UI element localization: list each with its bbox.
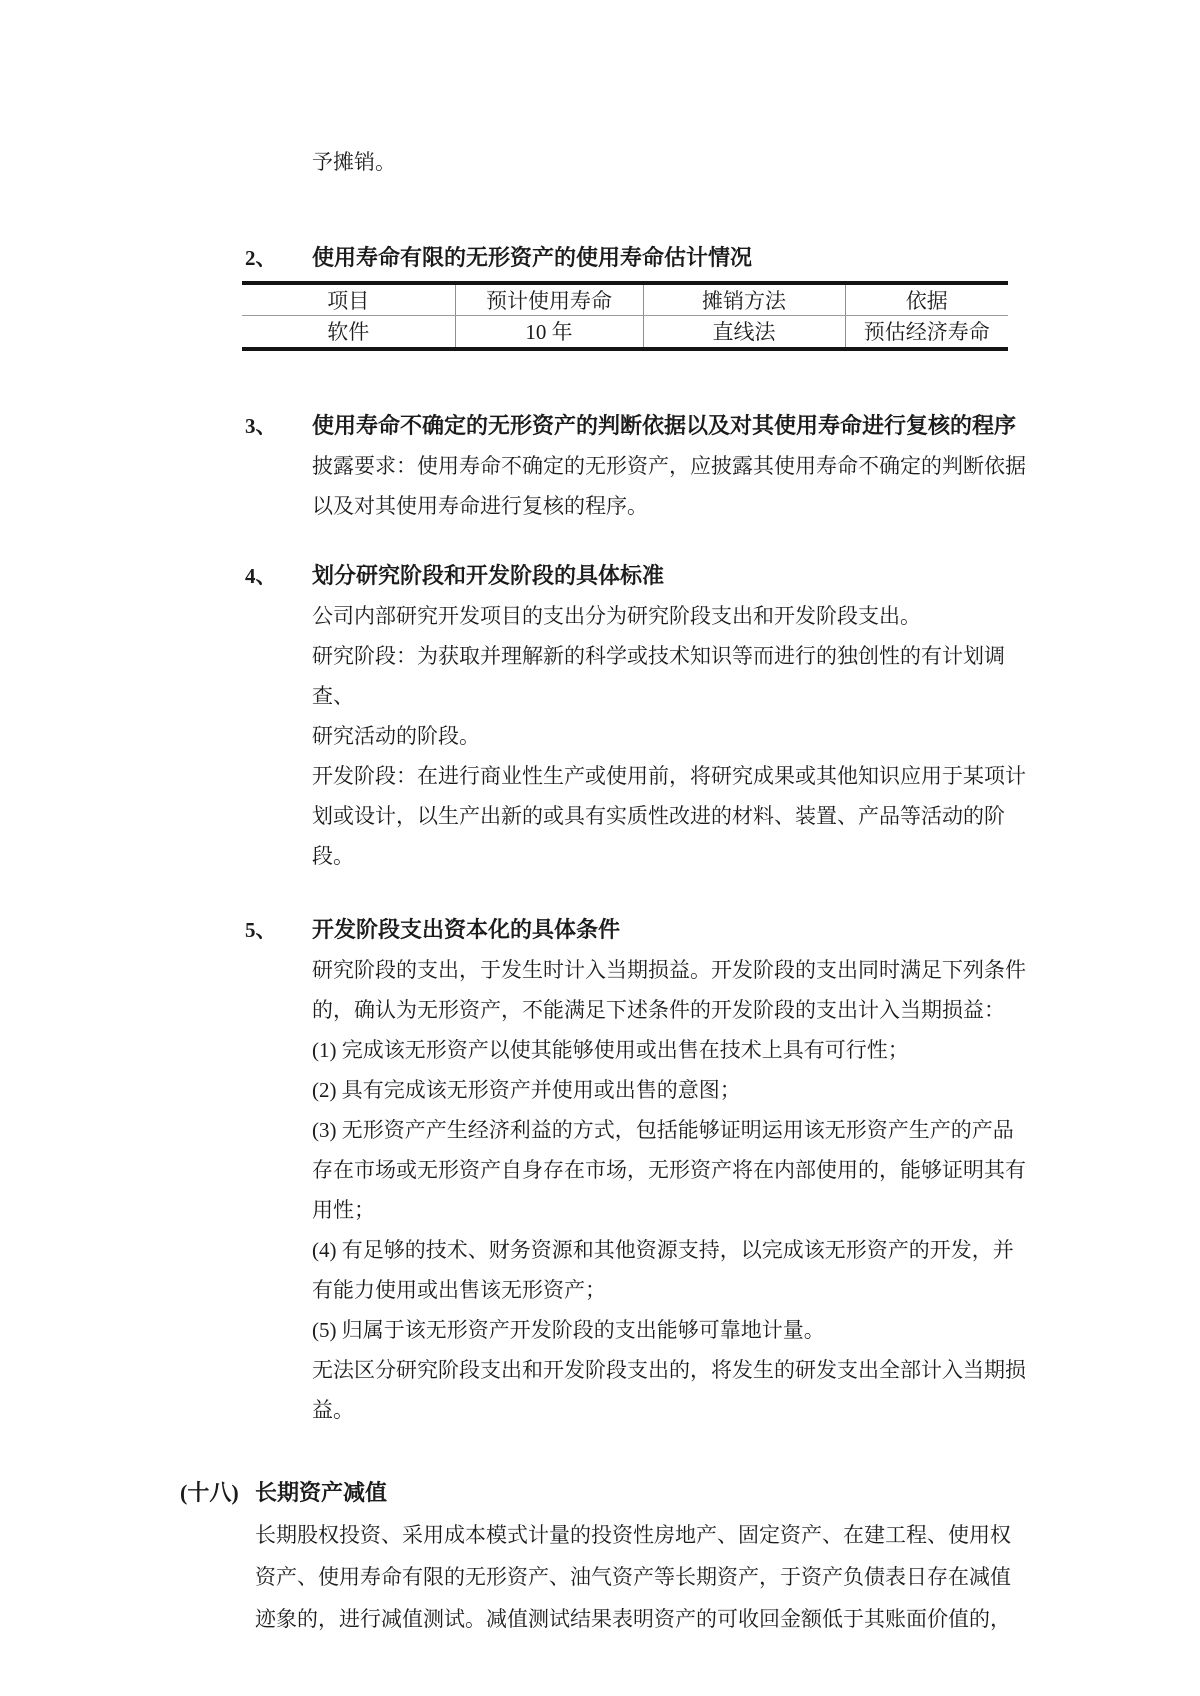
condition-item-3: (3) 无形资产产生经济利益的方式，包括能够证明运用该无形资产生产的产品 存在市场或无形资产自身存在市场，无形资产将在内部使用的，能够证明其有 用性； bbox=[312, 1117, 1026, 1222]
subsection-18-title: 长期资产减值 bbox=[255, 1479, 388, 1505]
table-header-basis: 依据 bbox=[845, 283, 1008, 316]
table-header-item: 项目 bbox=[242, 283, 455, 316]
paragraph: 公司内部研究开发项目的支出分为研究阶段支出和开发阶段支出。 bbox=[312, 603, 921, 628]
condition-item-1: (1) 完成该无形资产以使其能够使用或出售在技术上具有可行性； bbox=[312, 1037, 909, 1062]
section-3-number: 3、 bbox=[245, 413, 277, 438]
section-2-number: 2、 bbox=[245, 246, 277, 270]
table-cell-expected-life: 10 年 bbox=[455, 316, 643, 349]
section-4 bbox=[245, 556, 1026, 876]
section-2-title: 使用寿命有限的无形资产的使用寿命估计情况 bbox=[312, 245, 753, 270]
paragraph: 开发阶段：在进行商业性生产或使用前，将研究成果或其他知识应用于某项计 划或设计，以生产出新的或具有实质性改进的材料、装置、产品等活动的阶段。 bbox=[312, 763, 1026, 868]
section-2 bbox=[245, 238, 1026, 351]
useful-life-estimate-table bbox=[242, 281, 1008, 351]
condition-item-4: (4) 有足够的技术、财务资源和其他资源支持，以完成该无形资产的开发，并 有能力使用或出售该无形资产； bbox=[312, 1237, 1014, 1302]
table-cell-amortization-method: 直线法 bbox=[643, 316, 845, 349]
paragraph: 长期股权投资、采用成本模式计量的投资性房地产、固定资产、在建工程、使用权 资产、使用寿命有限的无形资产、油气资产等长期资产，于资产负债表日存在减值 迹象的，进行减值测试。减值测试结果表明资产的可收回金额低于其账面价值的， bbox=[255, 1522, 1011, 1631]
subsection-18-number: (十八) bbox=[180, 1479, 239, 1505]
leading-paragraph: 予摊销。 bbox=[312, 150, 396, 174]
paragraph: 无法区分研究阶段支出和开发阶段支出的，将发生的研发支出全部计入当期损 益。 bbox=[312, 1357, 1026, 1422]
table-cell-basis: 预估经济寿命 bbox=[845, 316, 1008, 349]
paragraph: 研究阶段：为获取并理解新的科学或技术知识等而进行的独创性的有计划调查、 研究活动的阶段。 bbox=[312, 643, 1005, 748]
section-3 bbox=[245, 406, 1026, 526]
paragraph: 研究阶段的支出，于发生时计入当期损益。开发阶段的支出同时满足下列条件 的，确认为无形资产，不能满足下述条件的开发阶段的支出计入当期损益： bbox=[312, 957, 1026, 1022]
section-5 bbox=[245, 910, 1026, 1430]
table-cell-item: 软件 bbox=[327, 320, 370, 345]
section-5-title: 开发阶段支出资本化的具体条件 bbox=[312, 916, 621, 942]
subsection-18 bbox=[180, 1472, 1022, 1640]
section-3-title: 使用寿命不确定的无形资产的判断依据以及对其使用寿命进行复核的程序 bbox=[312, 412, 1017, 438]
section-4-title: 划分研究阶段和开发阶段的具体标准 bbox=[312, 562, 665, 588]
section-5-number: 5、 bbox=[245, 917, 277, 942]
section-4-number: 4、 bbox=[245, 563, 277, 588]
table-header-expected-life: 预计使用寿命 bbox=[455, 283, 643, 316]
condition-item-2: (2) 具有完成该无形资产并使用或出售的意图； bbox=[312, 1077, 741, 1102]
table-header-amortization-method: 摊销方法 bbox=[643, 283, 845, 316]
condition-item-5: (5) 归属于该无形资产开发阶段的支出能够可靠地计量。 bbox=[312, 1317, 825, 1342]
paragraph: 披露要求：使用寿命不确定的无形资产，应披露其使用寿命不确定的判断依据 以及对其使用寿命进行复核的程序。 bbox=[312, 453, 1026, 518]
table-row bbox=[242, 316, 1008, 349]
table-header-row bbox=[242, 283, 1008, 316]
